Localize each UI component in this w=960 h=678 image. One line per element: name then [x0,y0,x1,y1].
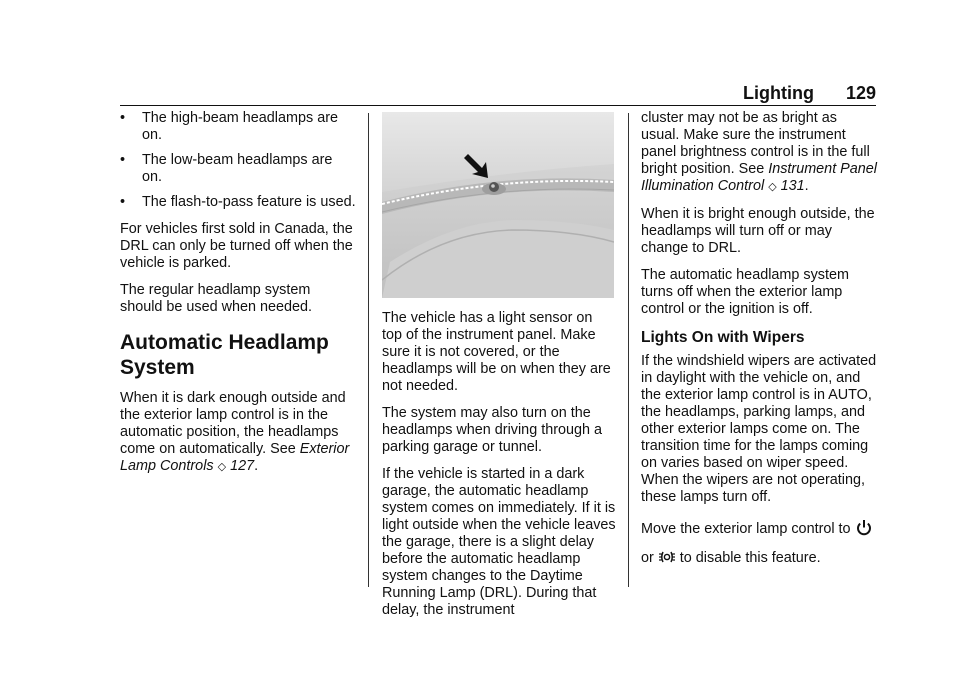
paragraph-text: cluster may not be as bright as usual. Make sure the instrument panel brightness control is in the full bright position. See [641,110,870,177]
paragraph-end: . [254,458,259,474]
light-sensor-illustration [382,112,614,298]
paragraph-end: . [804,178,809,194]
paragraph [641,110,877,196]
column-2 [382,110,616,629]
bullet-item [120,110,356,144]
header-rule [120,105,876,106]
column-divider-1 [368,113,369,587]
column-3 [641,110,877,574]
paragraph-text: to disable this feature. [679,550,821,566]
bullet-text: The flash-to-pass feature is used. [142,194,356,210]
bullet-dot: • [120,194,126,210]
parking-lamp-icon [659,548,675,574]
bullet-item [120,194,356,211]
paragraph: If the windshield wipers are activated in daylight with the vehicle on, and the exterior lamp control is in AUTO, the headlamps, parking lamps, and other exterior lamps come on. The transition time for the lamps coming on varies based on wiper speed. When the wipers are not operating, these lamps turn off. [641,353,877,505]
bullet-item [120,152,356,186]
paragraph-text: When it is dark enough outside and the exterior lamp control is in the automatic position, the headlamps come on automatically. See [120,390,346,457]
paragraph [120,390,356,476]
section-title: Lighting [743,83,814,103]
paragraph: If the vehicle is started in a dark garage, the automatic headlamp system comes on immediately. If it is light outside when the vehicle leaves the garage, there is a slight delay before the automatic headlamp system changes to the Daytime Running Lamp (DRL). During that delay, the instrument [382,466,616,618]
cross-reference-link[interactable]: Exterior Lamp Controls [120,441,350,474]
page-header [120,80,876,106]
paragraph: The system may also turn on the headlamps when driving through a parking garage or tunnel. [382,405,602,455]
bullet-dot: • [120,110,126,126]
subsection-heading: Lights On with Wipers [641,329,805,346]
column-1 [120,110,356,486]
paragraph: The regular headlamp system should be used when needed. [120,282,313,315]
paragraph: The vehicle has a light sensor on top of the instrument panel. Make sure it is not covered, or the headlamps will be on when they are not needed. [382,310,611,394]
paragraph: When it is bright enough outside, the headlamps will turn off or may change to DRL. [641,206,875,256]
bullet-text: The high-beam headlamps are on. [142,110,338,143]
paragraph: For vehicles first sold in Canada, the DRL can only be turned off when the vehicle is parked. [120,221,353,271]
ref-diamond-icon: ◇ [768,181,777,193]
paragraph-text: or [641,550,654,566]
ref-diamond-icon: ◇ [217,461,227,473]
power-icon [856,519,872,545]
page-reference[interactable]: 127 [230,458,255,474]
column-divider-2 [628,113,629,587]
cross-reference-link[interactable]: Instrument Panel Illumination Control [641,161,877,194]
section-heading: Automatic Headlamp System [120,331,329,379]
bullet-dot: • [120,152,126,168]
page-number: 129 [845,83,876,103]
paragraph-text: Move the exterior lamp control to [641,521,851,537]
paragraph: The automatic headlamp system turns off when the exterior lamp control or the ignition is off. [641,267,849,317]
bullet-text: The low-beam headlamps are on. [142,152,333,185]
page-reference[interactable]: 131 [780,178,805,194]
paragraph [641,516,877,574]
